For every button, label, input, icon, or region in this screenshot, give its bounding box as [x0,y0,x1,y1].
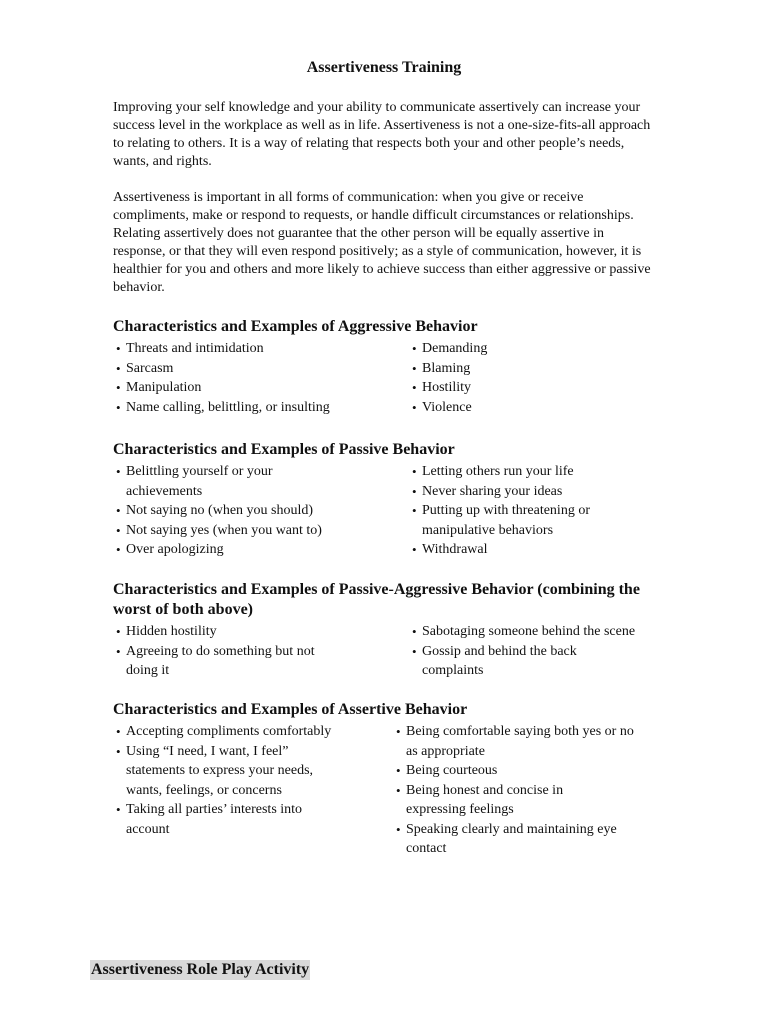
list-item: • Name calling, belittling, or insulting [113,398,409,418]
document-title: Assertiveness Training [306,59,462,76]
bullet-list-left [113,722,363,839]
bullet-list-right [409,339,673,417]
section-heading: Characteristics and Examples of Passive Behavior [113,441,455,458]
list-item: • Hostility [409,378,673,398]
list-item: • Taking all parties’ interests into account [113,800,341,839]
list-item: • Putting up with threatening or manipulative behaviors [409,501,624,540]
list-item: • Agreeing to do something but not doing it [113,642,343,681]
list-item: • Violence [409,398,673,418]
section-assertive [113,700,673,859]
bullet-list-left [113,462,322,560]
intro-paragraph-1: Improving your self knowledge and your ability to communicate assertively can increase your success level in the workplace as well as in life. Assertiveness is not a one-size-fits-all approach to relating to others. It is a way of relating that respects both your and other people’s needs, wants, and rights. [113,100,651,169]
section-aggressive [113,317,673,417]
list-item: • Hidden hostility [113,622,343,642]
list-item: • Speaking clearly and maintaining eye contact [393,820,638,859]
section-passive [113,440,673,560]
list-item: • Not saying no (when you should) [113,501,386,521]
list-item: • Being comfortable saying both yes or no as appropriate [393,722,638,761]
list-item: • Not saying yes (when you want to) [113,521,386,541]
intro-paragraph-2: Assertiveness is important in all forms of communication: when you give or receive compliments, make or respond to requests, or handle difficult circumstances or relationships. Relating assertively does not guarantee that the other person will be equally assertive in response, or that they will even respond positively; as a style of communication, however, it is healthier for you and others and more likely to achieve success than either aggressive or passive behavior. [113,190,651,295]
section-heading: Characteristics and Examples of Passive-Aggressive Behavior (combining the worst of both above) [113,581,640,618]
bullet-list-right [409,462,624,560]
list-item: • Accepting compliments comfortably [113,722,363,742]
role-play-heading: Assertiveness Role Play Activity [91,961,310,978]
bullet-list-right [393,722,638,859]
list-item: • Belittling yourself or your achievements [113,462,313,501]
list-item: • Blaming [409,359,673,379]
section-heading: Characteristics and Examples of Aggressive Behavior [113,318,478,335]
list-item: • Sarcasm [113,359,409,379]
list-item: • Never sharing your ideas [409,482,624,502]
bullet-list-left [113,339,409,417]
bullet-list-left [113,622,343,681]
list-item: • Over apologizing [113,540,313,560]
list-item: • Gossip and behind the back complaints [409,642,612,681]
list-item: • Using “I need, I want, I feel” statements to express your needs, wants, feelings, or concerns [113,742,351,801]
bullet-list-right [409,622,659,681]
list-item: • Being honest and concise in expressing feelings [393,781,596,820]
list-item: • Manipulation [113,378,409,398]
list-item: • Demanding [409,339,673,359]
list-item: • Letting others run your life [409,462,624,482]
section-heading: Characteristics and Examples of Assertive Behavior [113,701,468,718]
list-item: • Threats and intimidation [113,339,409,359]
section-passive-aggressive [113,580,673,681]
list-item: • Sabotaging someone behind the scene [409,622,659,642]
list-item: • Withdrawal [409,540,624,560]
list-item: • Being courteous [393,761,638,781]
